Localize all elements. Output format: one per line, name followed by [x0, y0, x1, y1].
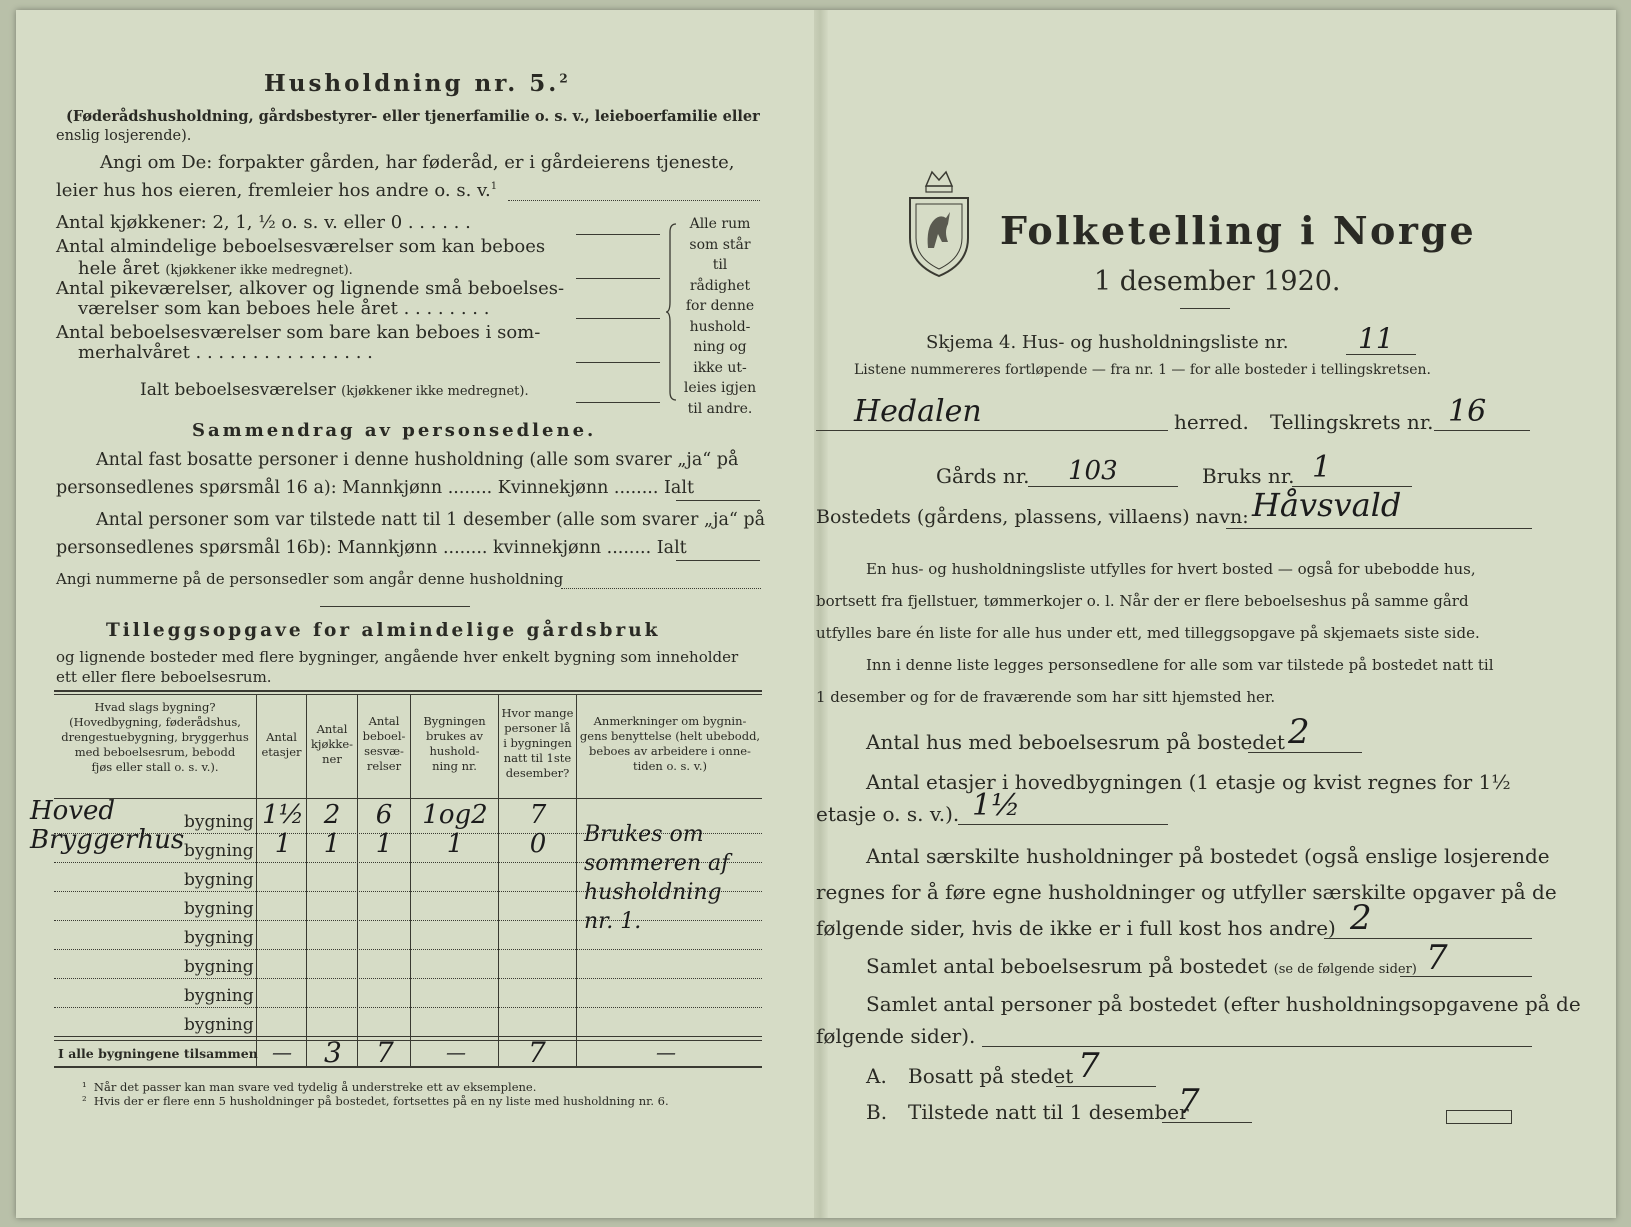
- bosatt-label: Bosatt på stedet: [908, 1064, 1074, 1088]
- printer-stamp: [1446, 1110, 1512, 1124]
- info-line3: utfylles bare én liste for alle hus under ett, med tilleggsopgave på skjemaets siste side.: [816, 624, 1480, 642]
- header-col4: [358, 714, 410, 774]
- samlet-rum-line: Samlet antal beboelsesrum på bostedet (se de følgende sider): [866, 954, 1417, 978]
- hc3-line: kjøkke-: [310, 737, 354, 751]
- remark-line: Brukes om: [584, 822, 704, 847]
- braceNote-line: til andre.: [687, 400, 753, 417]
- fast-line1: Antal fast bosatte personer i denne husholdning (alle som svarer „ja“ på: [96, 450, 739, 470]
- etasjer-value: 1½: [972, 788, 1021, 823]
- listene-line: Listene nummereres fortløpende — fra nr. 1 — for alle bosteder i tellingskretsen.: [854, 362, 1432, 378]
- etasjer-line1: Antal etasjer i hovedbygningen (1 etasje og kvist regnes for 1½: [866, 770, 1511, 794]
- hc3-line: Antal: [316, 722, 348, 736]
- gards-label: Gårds nr.: [936, 464, 1030, 488]
- cell-pers: 0: [529, 829, 547, 859]
- intro-line2: enslig losjerende).: [56, 128, 192, 144]
- hc1-line: (Hovedbygning, føderådshus,: [69, 715, 241, 729]
- bygning-label: bygning: [184, 1015, 254, 1035]
- building-name: Hoved: [30, 796, 116, 826]
- braceNote-line: leies igjen: [683, 380, 757, 396]
- cell-kjokken: 2: [323, 800, 341, 830]
- census-sheet: [16, 10, 1616, 1218]
- info-line4: Inn i denne liste legges personsedlene for alle som var tilstede på bostedet natt til: [866, 656, 1494, 674]
- info-line2: bortsett fra fjellstuer, tømmerkojer o. l. Når der er flere beboelseshus på samme gård: [816, 592, 1469, 610]
- hc7-line: gens benyttelse (helt ubebodd,: [579, 729, 761, 743]
- hc6-line: Hvor mange: [501, 706, 574, 720]
- samlet-pers-line2: følgende sider).: [816, 1024, 976, 1048]
- bygning-label: bygning: [184, 986, 254, 1006]
- pike-line2: værelser som kan beboes hele året . . . . . . . .: [78, 298, 490, 319]
- hc6-line: natt til 1ste: [503, 751, 572, 765]
- antal-hus-label: Antal hus med beboelsesrum på bostedet: [866, 730, 1285, 754]
- total-kjokken: 3: [324, 1036, 342, 1069]
- cell-vaer: 1: [375, 829, 393, 859]
- footnote-2: ² Hvis der er flere enn 5 husholdninger på bostedet, fortsettes på en ny liste med husholdning nr. 6.: [82, 1094, 669, 1108]
- tilstede-value: 7: [1178, 1082, 1200, 1122]
- header-col5: [411, 714, 498, 774]
- bygning-label: bygning: [184, 812, 254, 832]
- braceNote-line: hushold-: [689, 318, 751, 335]
- gards-nr: 103: [1068, 456, 1118, 486]
- hc3-line: ner: [322, 752, 342, 766]
- angi-line2: leier hus hos eieren, fremleier hos andre o. s. v.$^1$: [56, 180, 498, 201]
- hc7-line: beboes av arbeidere i onne-: [589, 744, 751, 758]
- bruks-nr: 1: [1312, 450, 1332, 485]
- census-date: 1 desember 1920.: [1094, 266, 1341, 297]
- info-line1: En hus- og husholdningsliste utfylles for hvert bosted — også for ubebodde hus,: [866, 560, 1476, 578]
- brace-note: [680, 214, 760, 419]
- tellingskrets-label: Tellingskrets nr.: [1270, 410, 1434, 434]
- cell-kjokken: 1: [323, 829, 341, 859]
- hc2-line: etasjer: [261, 745, 302, 759]
- tillegg-line2: ett eller flere beboelsesrum.: [56, 668, 272, 686]
- hc5-line: hushold-: [429, 744, 480, 758]
- fast-line2: personsedlenes spørsmål 16 a): Mannkjønn ........ Kvinnekjønn ........ Ialt: [56, 478, 694, 498]
- total-anm: —: [656, 1040, 676, 1064]
- hc7-line: tiden o. s. v.): [632, 759, 708, 773]
- cell-vaer: 6: [375, 800, 393, 830]
- skjema-nr: 11: [1358, 322, 1394, 355]
- bygning-label: bygning: [184, 899, 254, 919]
- saer-line1: Antal særskilte husholdninger på bostedet (også enslige losjerende: [866, 844, 1550, 868]
- header-col1: [56, 700, 254, 775]
- total-pers: 7: [528, 1036, 546, 1069]
- saer-line2: regnes for å føre egne husholdninger og utfyller særskilte opgaver på de: [816, 880, 1557, 904]
- angi-line1: Angi om De: forpakter gården, har føderåd, er i gårdeierens tjeneste,: [100, 152, 735, 173]
- sommer-line1: Antal beboelsesværelser som bare kan beboes i som-: [56, 322, 541, 343]
- header-col7: [578, 714, 762, 774]
- samlet-rum-value: 7: [1426, 938, 1448, 978]
- bygning-label: bygning: [184, 841, 254, 861]
- bruks-label: Bruks nr.: [1202, 464, 1295, 488]
- ialt-line: Ialt beboelsesværelser (kjøkkener ikke medregnet).: [140, 380, 529, 400]
- braceNote-line: for denne: [685, 298, 755, 314]
- braceNote-line: Alle rum: [689, 216, 751, 232]
- hc4-line: relser: [366, 759, 402, 773]
- hc1-line: fjøs eller stall o. s. v.).: [91, 760, 219, 774]
- total-label: I alle bygningene tilsammen: [58, 1046, 258, 1061]
- antal-hus-value: 2: [1288, 712, 1310, 752]
- bosatt-letter: A.: [866, 1064, 887, 1088]
- bostedets-handwritten: Håvsvald: [1252, 486, 1402, 524]
- angi-num-line: Angi nummerne på de personsedler som angår denne husholdning: [56, 570, 564, 588]
- remark-line: sommeren af: [584, 851, 730, 876]
- cell-etasjer: 1: [274, 829, 292, 859]
- bygning-label: bygning: [184, 957, 254, 977]
- hc6-line: desember?: [505, 766, 570, 780]
- hc7-line: Anmerkninger om bygnin-: [593, 714, 747, 728]
- tilst-line2: personsedlenes spørsmål 16b): Mannkjønn ........ kvinnekjønn ........ Ialt: [56, 538, 687, 558]
- herred-handwritten: Hedalen: [854, 394, 982, 429]
- bostedets-label: Bostedets (gårdens, plassens, villaens) navn:: [816, 506, 1249, 528]
- almind-line1: Antal almindelige beboelsesværelser som kan beboes: [56, 236, 546, 257]
- total-hush: —: [446, 1040, 466, 1064]
- info-line5: 1 desember og for de fraværende som har sitt hjemsted her.: [816, 688, 1276, 706]
- intro-line1: (Føderådshusholdning, gårdsbestyrer- eller tjenerfamilie o. s. v., leieboerfamilie eller: [66, 108, 760, 125]
- hc4-line: sesvæ-: [364, 744, 404, 758]
- etasjer-line2: etasje o. s. v.).: [816, 802, 960, 826]
- header-col2: [257, 730, 306, 760]
- bygning-label: bygning: [184, 870, 254, 890]
- saer-value: 2: [1350, 898, 1372, 938]
- hc4-line: beboel-: [362, 729, 406, 743]
- header-col6: [499, 706, 576, 781]
- cell-etasjer: 1½: [262, 800, 304, 830]
- hc5-line: brukes av: [426, 729, 483, 743]
- total-etasjer: —: [272, 1040, 292, 1064]
- header-col3: [307, 722, 357, 767]
- household-title: Husholdning nr. 5.$^2$: [264, 70, 571, 97]
- remark-line: nr. 1.: [584, 909, 642, 934]
- tillegg-line1: og lignende bosteder med flere bygninger, angående hver enkelt bygning som inneholder: [56, 648, 739, 666]
- braceNote-line: som står til: [689, 236, 751, 273]
- tilst-line1: Antal personer som var tilstede natt til 1 desember (alle som svarer „ja“ på: [96, 510, 766, 530]
- hc2-line: Antal: [266, 730, 297, 744]
- bygning-label: bygning: [184, 928, 254, 948]
- hc6-line: personer lå: [504, 721, 571, 735]
- brace-icon: [666, 222, 680, 402]
- sammendrag-title: Sammendrag av personsedlene.: [192, 420, 597, 441]
- tilstede-label: Tilstede natt til 1 desember: [908, 1100, 1189, 1124]
- bosatt-value: 7: [1078, 1046, 1100, 1086]
- almind-line2: hele året (kjøkkener ikke medregnet).: [78, 258, 353, 279]
- tillegg-title: Tilleggsopgave for almindelige gårdsbruk: [106, 620, 661, 641]
- hc4-line: Antal: [368, 714, 400, 728]
- kjokken-line: Antal kjøkkener: 2, 1, ½ o. s. v. eller 0 . . . . . .: [56, 212, 471, 233]
- hc5-line: Bygningen: [423, 714, 486, 728]
- hc1-line: Hvad slags bygning?: [94, 700, 216, 714]
- cell-hush: 1: [446, 829, 464, 859]
- total-vaer: 7: [376, 1036, 394, 1069]
- census-title: Folketelling i Norge: [1000, 208, 1477, 253]
- hc6-line: i bygningen: [503, 736, 572, 750]
- sommer-line2: merhalvåret . . . . . . . . . . . . . . . .: [78, 342, 373, 363]
- herred-label: herred.: [1174, 410, 1249, 434]
- remark-line: husholdning: [584, 880, 722, 905]
- braceNote-line: ikke ut-: [693, 359, 747, 376]
- samlet-pers-line1: Samlet antal personer på bostedet (efter husholdningsopgavene på de: [866, 992, 1581, 1016]
- pike-line1: Antal pikeværelser, alkover og lignende små beboelses-: [56, 278, 565, 299]
- hc1-line: med beboelsesrum, bebodd: [74, 745, 236, 759]
- braceNote-line: rådighet: [689, 277, 751, 294]
- building-name: Bryggerhus: [30, 825, 185, 855]
- cell-pers: 7: [529, 800, 547, 830]
- skjema-line: Skjema 4. Hus- og husholdningsliste nr.: [926, 332, 1289, 353]
- coat-of-arms-icon: [904, 168, 974, 280]
- footnote-1: ¹ Når det passer kan man svare ved tydelig å understreke ett av eksemplene.: [82, 1080, 537, 1094]
- saer-line3: følgende sider, hvis de ikke er i full kost hos andre): [816, 916, 1336, 940]
- hc5-line: ning nr.: [432, 759, 477, 773]
- cell-hush: 1og2: [422, 800, 488, 830]
- braceNote-line: ning og: [693, 339, 747, 355]
- tilstede-letter: B.: [866, 1100, 888, 1124]
- hc1-line: drengestuebygning, bryggerhus: [61, 730, 249, 744]
- tellingskrets-nr: 16: [1448, 394, 1487, 429]
